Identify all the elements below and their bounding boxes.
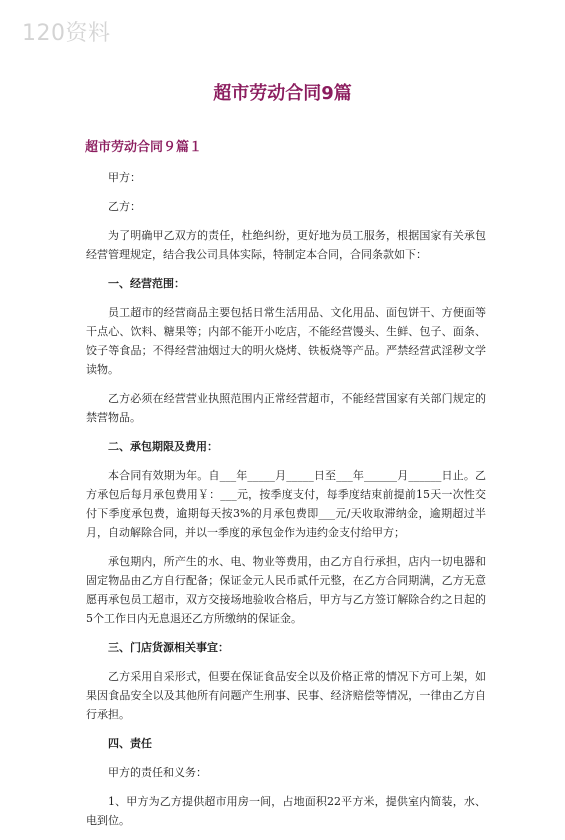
preamble-paragraph: 为了明确甲乙双方的责任，杜绝纠纷，更好地为员工服务，根据国家有关承包经营管理规定，结合我公司具体实际，特制定本合同，合同条款如下：: [86, 229, 486, 261]
clause-heading: 一、经营范围：: [108, 277, 185, 290]
section-title: 超市劳动合同９篇１: [85, 140, 203, 155]
clause-heading: 四、责任: [108, 737, 152, 750]
clause-heading: 二、承包期限及费用：: [108, 440, 218, 453]
body-paragraph: 乙方采用自采形式，但要在保证食品安全以及价格正常的情况下方可上架，如果因食品安全以及其他所有问题产生刑事、民事、经济赔偿等情况，一律由乙方自行承担。: [86, 670, 486, 721]
document-title: 超市劳动合同9篇: [213, 83, 352, 104]
body-paragraph: 甲方的责任和义务：: [108, 766, 207, 779]
clause-heading: 三、门店货源相关事宜：: [108, 641, 229, 654]
document-body: [86, 168, 486, 840]
watermark-logo: 120资料: [22, 21, 111, 46]
body-paragraph: 员工超市的经营商品主要包括日常生活用品、文化用品、面包饼干、方便面等干点心、饮料、糖果等；内部不能开小吃店，不能经营馒头、生鲜、包子、面条、饺子等食品；不得经营油烟过大的明火烧烤、铁板烧等产品。严禁经营武淫秽文学读物。: [86, 306, 486, 376]
body-paragraph: 乙方必须在经营营业执照范围内正常经营超市，不能经营国家有关部门规定的禁营物品。: [86, 392, 486, 424]
body-paragraph: 本合同有效期为年。自___年_____月_____日至___年______月______日止。乙方承包后每月承包费用￥：___元，按季度支付，每季度结束前提前15天一次性交付下季度承包费，逾期每天按3%的月承包费即___元/天收取滞纳金，逾期超过半月，自动解除合同，并以一季度的承包金作为违约金支付给甲方；: [86, 469, 486, 539]
party-a-line: 甲方：: [108, 171, 141, 184]
body-paragraph: 1、甲方为乙方提供超市用房一间，占地面积22平方米，提供室内简装，水、电到位。: [86, 795, 486, 827]
body-paragraph: 承包期内，所产生的水、电、物业等费用，由乙方自行承担，店内一切电器和固定物品由乙方自行配备；保证金元人民币贰仟元整，在乙方合同期满，乙方无意愿再承包员工超市，双方交接场地验收合格后，甲方与乙方签订解除合约之日起的5个工作日内无息退还乙方所缴纳的保证金。: [86, 555, 486, 625]
party-b-line: 乙方：: [108, 200, 141, 213]
